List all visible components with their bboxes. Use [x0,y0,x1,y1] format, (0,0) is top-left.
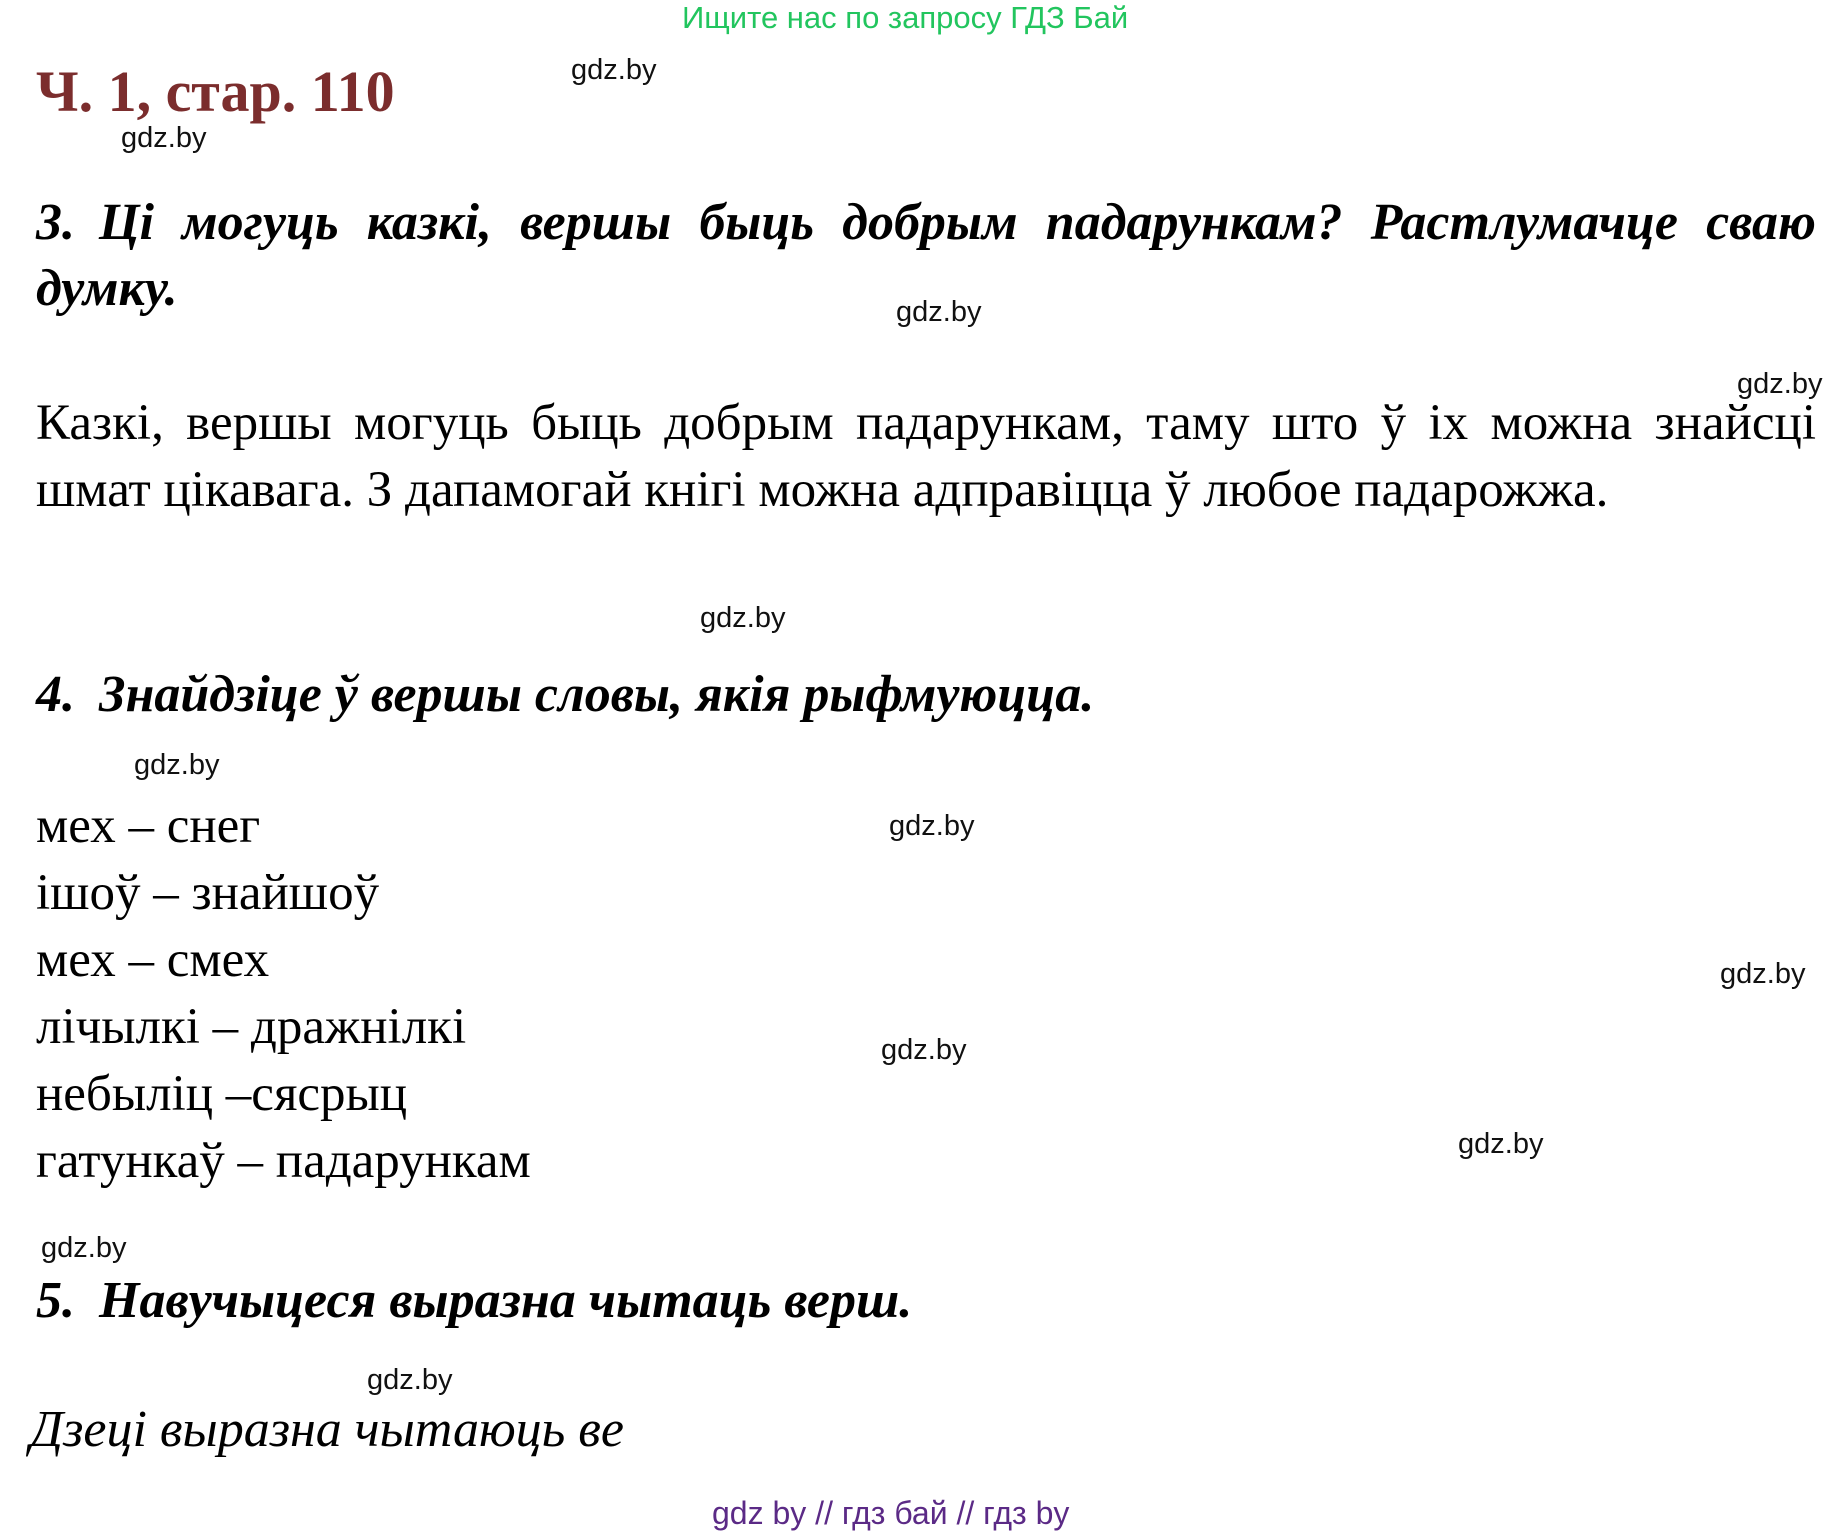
rhyme-pair: ішоў – знайшоў [36,865,380,921]
watermark: gdz.by [1458,1128,1544,1160]
watermark: gdz.by [1737,368,1823,400]
watermark: gdz.by [367,1364,453,1396]
rhyme-pair: лічылкі – дражнілкі [36,999,467,1055]
rhyme-pair: небыліц –сясрыц [36,1066,408,1122]
watermark: gdz.by [889,810,975,842]
watermark: gdz.by [700,602,786,634]
question-text: Знайдзіце ў вершы словы, якія рыфмуюцца. [99,666,1095,723]
rhyme-list [36,793,531,1195]
question-text: Ці могуць казкі, вершы быць добрым падарункам? Растлумачце сваю думку. [36,194,1816,317]
question-5 [36,1268,1816,1334]
rhyme-pair: гатункаў – падарункам [36,1133,531,1189]
question-number: 3. [36,194,75,251]
rhyme-pair: мех – смех [36,932,270,988]
question-number: 4. [36,666,75,723]
answer-5: Дзеці выразна чытаюць ве [30,1401,624,1458]
search-banner: Ищите нас по запросу ГДЗ Бай [682,0,1129,35]
watermark: gdz.by [1720,958,1806,990]
question-3 [36,190,1816,322]
footer-links: gdz by // гдз бай // гдз by [712,1495,1070,1531]
watermark: gdz.by [134,749,220,781]
question-number: 5. [36,1272,75,1329]
question-4 [36,662,1816,728]
watermark: gdz.by [121,122,207,154]
watermark: gdz.by [571,54,657,86]
watermark: gdz.by [896,296,982,328]
question-text: Навучыцеся выразна чытаць верш. [99,1272,913,1329]
watermark: gdz.by [41,1232,127,1264]
watermark: gdz.by [881,1034,967,1066]
page-title: Ч. 1, стар. 110 [36,59,395,124]
answer-3: Казкі, вершы могуць быць добрым падарункам, таму што ў іх можна знайсці шмат цікавага. З дапамогай кнігі можна адправіцца ў любое падарожжа. [36,395,1816,518]
rhyme-pair: мех – снег [36,798,261,854]
